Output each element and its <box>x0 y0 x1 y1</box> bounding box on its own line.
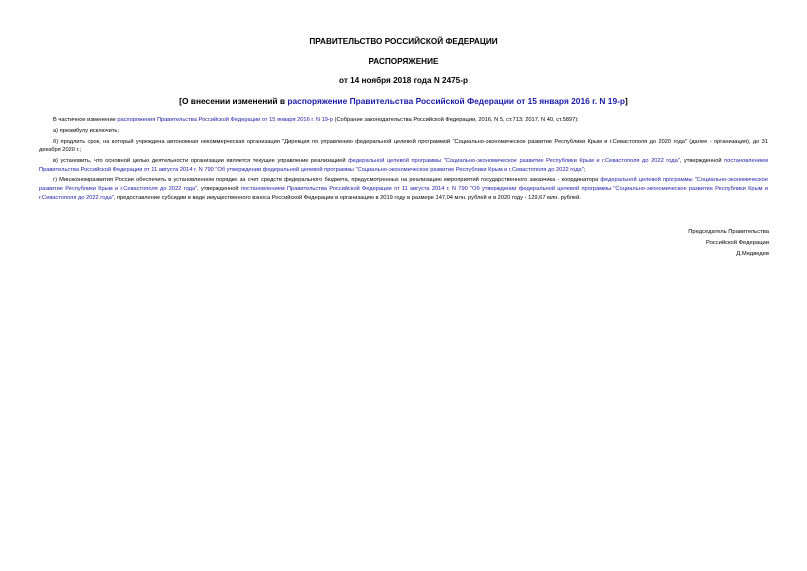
item-v-resolution-link[interactable]: постановлением Правительства Российской Федерации от 11 августа 2014 г. N 790 "Об утверждении федеральной целевой программы "Социально-экономическое развитие Республики Крым и г.Севастополя до 2022 года" <box>39 157 768 173</box>
subject-heading <box>0 96 807 106</box>
item-g-resolution-link[interactable]: постановлением Правительства Российской Федерации от 11 августа 2014 г. N 790 "Об утверждении федеральной целевой программы "Социально-экономическое развитие Республики Крым и г.Севастополя до 2022 года" <box>39 185 768 201</box>
intro-text-before: В частичное изменение <box>53 117 118 123</box>
item-g-program-link[interactable]: федеральной целевой программы "Социально-экономическое развитие Республики Крым и г.Севастополя до 2022 года" <box>39 177 769 192</box>
item-v-text-mid: , утвержденной <box>679 157 725 164</box>
subject-prefix: [О внесении изменений в <box>179 96 288 106</box>
subject-link[interactable]: распоряжение Правительства Российской Федерации от 15 января 2016 г. N 19-р <box>287 96 626 106</box>
item-g-text-before: г) Минэкономразвития России обеспечить в установленном порядке за счет средств федерального бюджета, предусмотренных на реализацию мероприятий государственного заказчика - координатора <box>53 177 601 184</box>
intro-paragraph <box>39 116 768 125</box>
item-b-paragraph: б) продлить срок, на который учреждена автономная некоммерческая организация "Дирекция по управлению федеральной целевой программой "Социально-экономическое развитие Республики Крым и г.Севастополя до 2020 года" (далее - организация), до 31 декабря 2020 г.; <box>39 138 768 154</box>
item-v-program-link[interactable]: федеральной целевой программы "Социально-экономическое развитие Республики Крым и г.Севастополя до 2022 года" <box>348 157 680 164</box>
document-type-heading: РАСПОРЯЖЕНИЕ <box>368 57 439 66</box>
government-heading: ПРАВИТЕЛЬСТВО РОССИЙСКОЙ ФЕДЕРАЦИИ <box>309 37 498 46</box>
subject-suffix: ] <box>625 96 628 106</box>
item-g-text-after: , предоставление субсидии в виде имущественного взноса Российской Федерации в организацию в 2019 году в размере 147,04 млн. рублей и в 2020 году - 129,67 млн. рублей. <box>113 194 581 201</box>
intro-link[interactable]: распоряжения Правительства Российской Федерации от 15 января 2016 г. N 19-р <box>117 117 333 123</box>
signature-block <box>688 227 769 261</box>
intro-text-after: (Собрание законодательства Российской Федерации, 2016, N 5, ст.713; 2017, N 40, ст.5897): <box>332 117 579 123</box>
item-v-text-before: в) установить, что основной целью деятельности организации является текущее управление реализацией <box>53 157 349 164</box>
item-v-paragraph <box>39 157 768 174</box>
item-v-text-after: ; <box>583 166 586 173</box>
signature-title-line2: Российской Федерации <box>705 240 769 247</box>
item-g-paragraph <box>39 176 768 202</box>
signature-name: Д.Медведев <box>736 251 769 258</box>
signature-title-line1: Председатель Правительства <box>688 229 769 235</box>
date-number-heading: от 14 ноября 2018 года N 2475-р <box>339 76 468 85</box>
item-g-text-mid: , утвержденной <box>197 185 241 192</box>
item-a-paragraph: а) преамбулу исключить; <box>53 127 119 134</box>
document-body <box>39 116 768 204</box>
